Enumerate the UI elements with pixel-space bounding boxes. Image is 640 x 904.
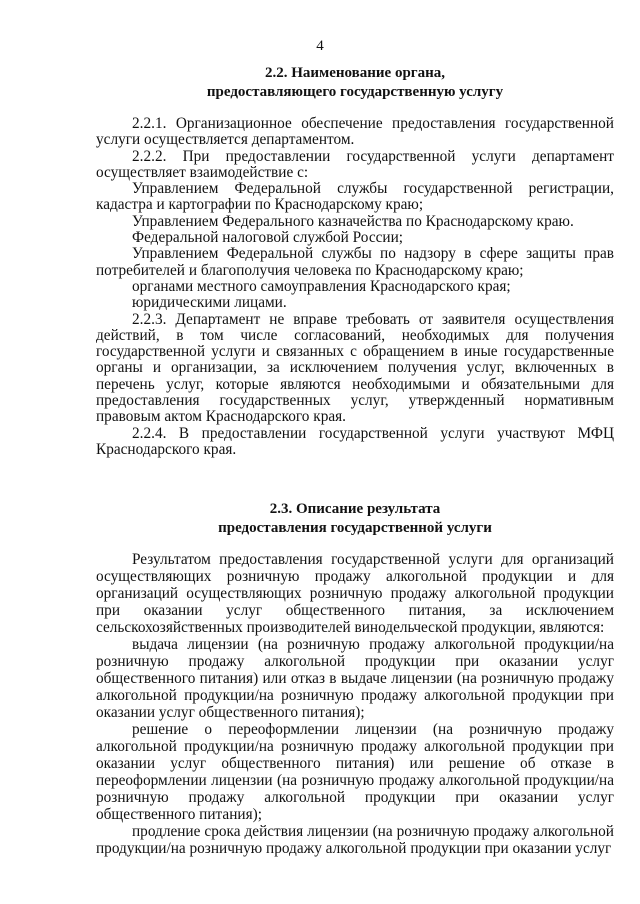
paragraph: Управлением Федеральной службы государственной регистрации, кадастра и картографии по Краснодарскому краю; (96, 180, 614, 214)
section-body-2-3 (96, 551, 614, 857)
paragraph: выдача лицензии (на розничную продажу алкогольной продукции/на розничную продажу алкогольной продукции при оказании услуг общественного питания) или отказ в выдаче лицензии (на розничную продажу алкогольной продукции/на розничную продажу алкогольной продукции при оказании услуг общественного питания); (96, 636, 614, 721)
paragraph: 2.2.2. При предоставлении государственной услуги департамент осуществляет взаимодействие с: (96, 147, 614, 181)
section-heading-2-2 (95, 64, 615, 102)
paragraph: органами местного самоуправления Краснодарского края; (132, 277, 511, 295)
paragraph: продление срока действия лицензии (на розничную продажу алкогольной продукции/на розничную продажу алкогольной продукции при оказании услуг (96, 823, 614, 857)
heading-line: 2.2. Наименование органа, (264, 65, 446, 81)
paragraph: юридическими лицами. (132, 294, 287, 312)
heading-line: предоставляющего государственную услугу (206, 84, 504, 100)
heading-line: 2.3. Описание результата (269, 501, 441, 517)
heading-line: предоставления государственной услуги (218, 520, 492, 536)
paragraph: 2.2.3. Департамент не вправе требовать от заявителя осуществления действий, в том числе согласований, необходимых для получения государственной услуги и связанных с обращением в иные государственные органы и организации, за исключением получения услуг, включенных в перечень услуг, которые являются необходимыми и обязательными для предоставления государственных услуг, утвержденный нормативным правовым актом Краснодарского края. (96, 310, 614, 426)
paragraph: 2.2.4. В предоставлении государственной услуги участвуют МФЦ Краснодарского края. (96, 424, 614, 458)
paragraph: Федеральной налоговой службой России; (132, 229, 404, 247)
section-heading-2-3 (95, 500, 615, 538)
paragraph: 2.2.1. Организационное обеспечение предоставления государственной услуги осуществляется департаментом. (96, 115, 614, 149)
paragraph: Управлением Федеральной службы по надзору в сфере защиты прав потребителей и благополучия человека по Краснодарскому краю; (96, 245, 614, 279)
paragraph: решение о переоформлении лицензии (на розничную продажу алкогольной продукции/на розничную продажу алкогольной продукции при оказании услуг общественного питания) или решение об отказе в переоформлении лицензии (на розничную продажу алкогольной продукции/на розничную продажу алкогольной продукции при оказании услуг общественного питания); (96, 721, 614, 823)
paragraph: Управлением Федерального казначейства по Краснодарскому краю. (132, 212, 574, 230)
page-number: 4 (316, 38, 324, 54)
paragraph: Результатом предоставления государственной услуги для организаций осуществляющих розничную продажу алкогольной продукции и для организаций осуществляющих розничную продажу алкогольной продукции при оказании услуг общественного питания, за исключением сельскохозяйственных производителей винодельческой продукции, являются: (96, 551, 614, 636)
section-body-2-2 (96, 116, 614, 458)
